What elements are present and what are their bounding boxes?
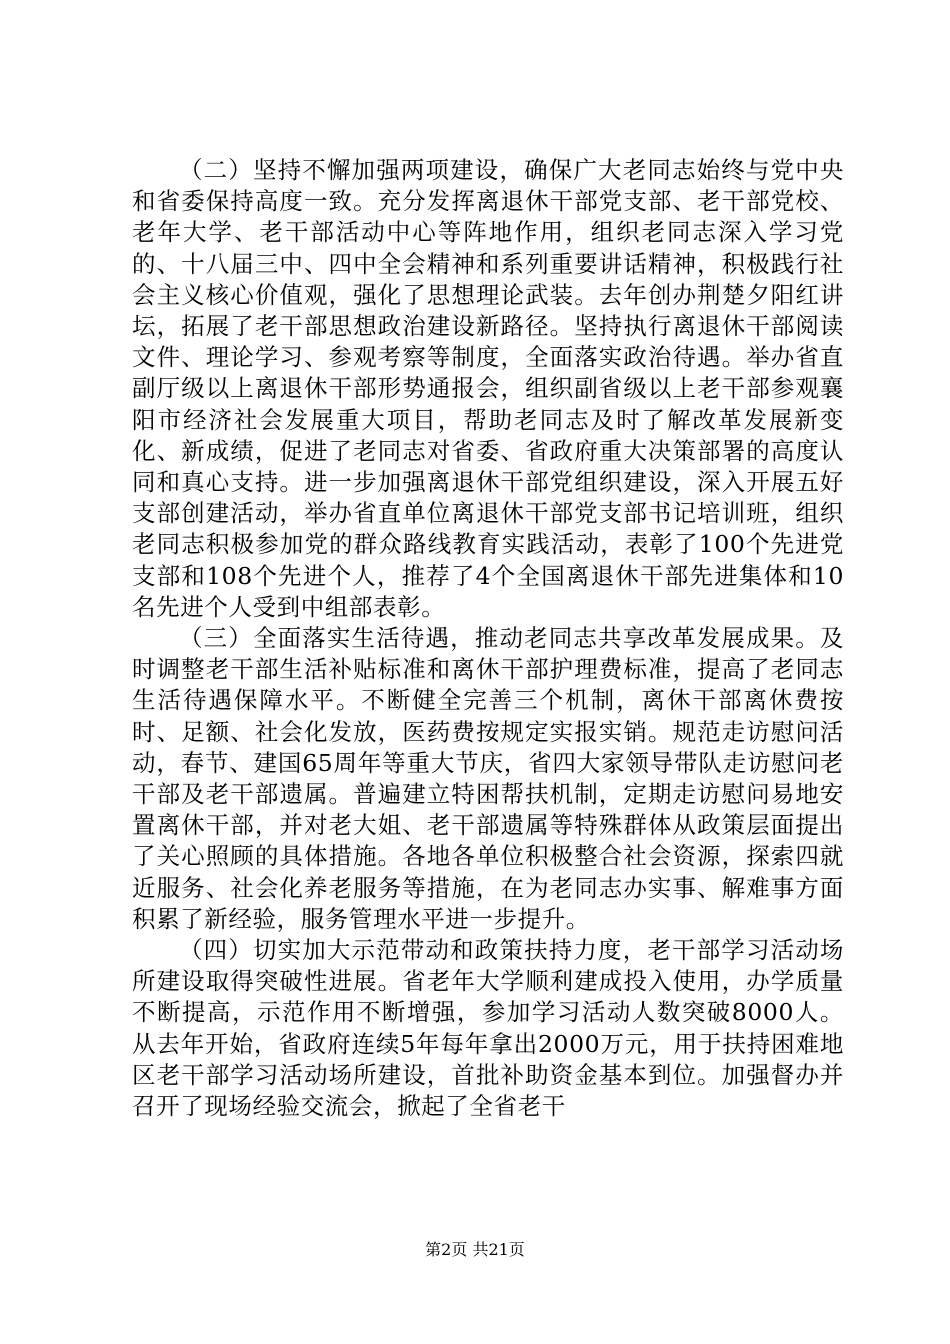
page-number-footer: 第2页 共21页 [425,1240,525,1259]
paragraph-3: （三）全面落实生活待遇，推动老同志共享改革发展成果。及时调整老干部生活补贴标准和离休干部护理费标准，提高了老同志生活待遇保障水平。不断健全完善三个机制，离休干部离休费按时、足额、社会化发放，医药费按规定实报实销。规范走访慰问活动，春节、建国65周年等重大节庆，省四大家领导带队走访慰问老干部及老干部遗属。普遍建立特困帮扶机制，定期走访慰问易地安置离休干部，并对老大姐、老干部遗属等特殊群体从政策层面提出了关心照顾的具体措施。各地各单位积极整合社会资源，探索四就近服务、社会化养老服务等措施，在为老同志办实事、解难事方面积累了新经验，服务管理水平进一步提升。 [132,624,844,933]
paragraph-4: （四）切实加大示范带动和政策扶持力度，老干部学习活动场所建设取得突破性进展。省老年大学顺利建成投入使用，办学质量不断提高，示范作用不断增强，参加学习活动人数突破8000人。从去年开始，省政府连续5年每年拿出2000万元，用于扶持困难地区老干部学习活动场所建设，首批补助资金基本到位。加强督办并召开了现场经验交流会，掀起了全省老干 [132,936,844,1121]
document-body [132,155,844,1122]
paragraph-2: （二）坚持不懈加强两项建设，确保广大老同志始终与党中央和省委保持高度一致。充分发挥离退休干部党支部、老干部党校、老年大学、老干部活动中心等阵地作用，组织老同志深入学习党的、十八届三中、四中全会精神和系列重要讲话精神，积极践行社会主义核心价值观，强化了思想理论武装。去年创办荆楚夕阳红讲坛，拓展了老干部思想政治建设新路径。坚持执行离退休干部阅读文件、理论学习、参观考察等制度，全面落实政治待遇。举办省直副厅级以上离退休干部形势通报会，组织副省级以上老干部参观襄阳市经济社会发展重大项目，帮助老同志及时了解改革发展新变化、新成绩，促进了老同志对省委、省政府重大决策部署的高度认同和真心支持。进一步加强离退休干部党组织建设，深入开展五好支部创建活动，举办省直单位离退休干部党支部书记培训班，组织老同志积极参加党的群众路线教育实践活动，表彰了100个先进党支部和108个先进个人，推荐了4个全国离退休干部先进集体和10名先进个人受到中组部表彰。 [132,156,844,621]
